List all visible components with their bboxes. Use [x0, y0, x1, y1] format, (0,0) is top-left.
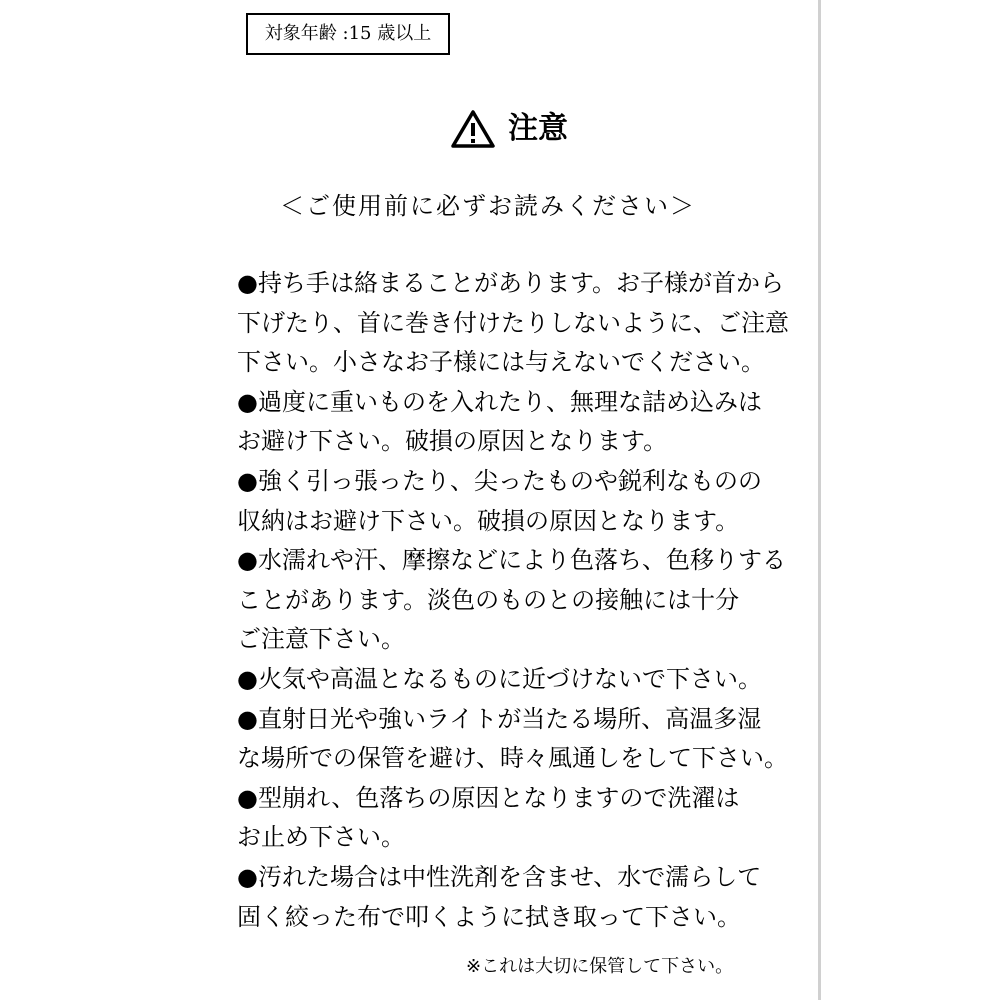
caution-line: 下げたり、首に巻き付けたりしないように、ご注意 [237, 308, 789, 337]
caution-line: ことがあります。淡色のものとの接触には十分 [237, 585, 740, 614]
caution-line: ●強く引っ張ったり、尖ったものや鋭利なものの [237, 466, 762, 495]
caution-line: ●汚れた場合は中性洗剤を含ませ、水で濡らして [237, 862, 762, 891]
caution-line: お避け下さい。破損の原因となります。 [237, 427, 668, 456]
caution-line: 収納はお避け下さい。破損の原因となります。 [237, 506, 740, 535]
caution-line: ●型崩れ、色落ちの原因となりますので洗濯は [237, 783, 740, 812]
warning-icon [450, 108, 496, 150]
caution-line: お止め下さい。 [237, 823, 405, 852]
caution-list [237, 264, 827, 937]
caution-heading [450, 106, 568, 152]
caution-line: 下さい。小さなお子様には与えないでください。 [237, 348, 765, 377]
keep-safe-note: ※これは大切に保管して下さい。 [466, 956, 734, 977]
caution-line: ●水濡れや汗、摩擦などにより色落ち、色移りする [237, 546, 786, 575]
caution-title: 注意 [508, 111, 568, 146]
caution-line: ご注意下さい。 [237, 625, 405, 654]
caution-line: ●直射日光や強いライトが当たる場所、高温多湿 [237, 704, 762, 733]
caution-line: 固く絞った布で叩くように拭き取って下さい。 [237, 902, 741, 931]
caution-line: な場所での保管を避け、時々風通しをして下さい。 [237, 744, 789, 773]
caution-line: ●火気や高温となるものに近づけないで下さい。 [237, 664, 762, 693]
age-label: 対象年齢 :15 歳以上 [246, 13, 450, 55]
caution-line: ●過度に重いものを入れたり、無理な詰め込みは [237, 387, 762, 416]
read-before-use-note: ＜ご使用前に必ずお読みください＞ [280, 192, 696, 220]
caution-line: ●持ち手は絡まることがあります。お子様が首から [237, 269, 785, 297]
